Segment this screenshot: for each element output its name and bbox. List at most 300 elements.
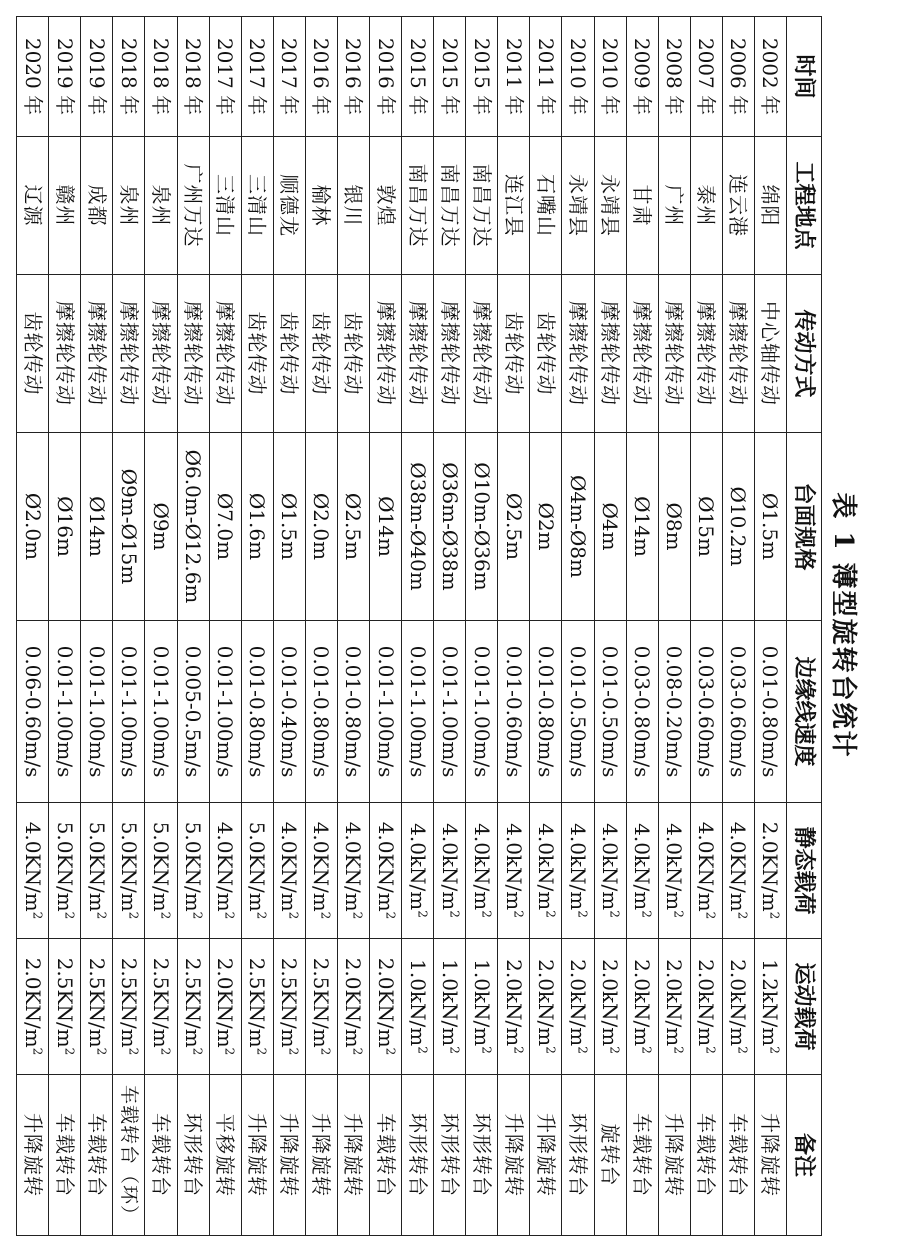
cell-drive-text: 齿轮传动 [341,311,366,396]
cell-dynamic-load [466,939,498,1075]
cell-speed [81,621,113,803]
cell-spec [177,433,209,621]
cell-time-text: 2011 年 [501,37,526,116]
cell-dynamic-load [209,939,241,1075]
cell-static-load [754,803,786,939]
cell-site [626,137,658,275]
table-row [113,17,145,1236]
cell-spec-text: Ø2.0m [20,492,45,561]
cell-drive-text: 摩擦轮传动 [598,301,623,406]
cell-drive-text: 摩擦轮传动 [437,301,462,406]
cell-dynamic-load-text: 2.0kN/m [726,959,751,1047]
cell-note [434,1075,466,1236]
cell-site [594,137,626,275]
unit-exponent: 2 [62,911,77,920]
cell-site-text: 广州万达 [181,163,206,248]
cell-dynamic-load [626,939,658,1075]
cell-time [626,17,658,137]
cell-time-text: 2015 年 [469,37,494,116]
cell-note [241,1075,273,1236]
table-row [562,17,594,1236]
cell-time-text: 2010 年 [598,37,623,116]
cell-time-text: 2008 年 [662,37,687,116]
cell-static-load-text: 5.0KN/m [116,821,141,912]
cell-site-text: 辽源 [20,184,45,227]
cell-note [690,1075,722,1236]
cell-note-text: 车载转台 [694,1113,719,1197]
cell-note-text: 车载转台 [52,1113,77,1197]
cell-dynamic-load [434,939,466,1075]
cell-speed [49,621,81,803]
cell-dynamic-load [81,939,113,1075]
cell-site-text: 成都 [84,184,109,227]
cell-speed [241,621,273,803]
cell-site-text: 南昌万达 [469,163,494,248]
unit-exponent: 2 [736,911,751,920]
cell-drive-text: 摩擦轮传动 [373,301,398,406]
cell-spec-text: Ø2.0m [309,492,334,561]
cell-spec-text: Ø36m-Ø38m [437,462,462,591]
cell-drive [722,275,754,433]
cell-site [466,137,498,275]
cell-speed [498,621,530,803]
cell-note-text: 车载转台 [630,1113,655,1197]
unit-exponent: 2 [511,910,526,918]
cell-spec-text: Ø14m [630,496,655,557]
cell-spec-text: Ø14m [84,496,109,557]
cell-spec [594,433,626,621]
cell-note-text: 升降旋转 [662,1113,687,1197]
cell-time-text: 2018 年 [148,37,173,116]
cell-dynamic-load-text: 2.0KN/m [373,957,398,1048]
cell-drive-text: 摩擦轮传动 [694,301,719,406]
cell-dynamic-load-text: 2.0kN/m [566,959,590,1047]
cell-spec [498,433,530,621]
cell-drive [530,275,562,433]
cell-speed-text: 0.03-0.60m/s [726,645,751,778]
cell-dynamic-load-text: 2.5KN/m [52,957,77,1048]
cell-speed [402,621,434,803]
cell-speed [434,621,466,803]
cell-spec-text: Ø1.6m [245,492,270,561]
cell-note [113,1075,145,1236]
cell-spec [722,433,754,621]
cell-dynamic-load-text: 1.2kN/m [758,959,783,1047]
cell-spec-text: Ø9m [148,502,173,551]
cell-time [337,17,369,137]
cell-speed [209,621,241,803]
header-static-load: 静态载荷 [787,803,822,939]
cell-drive-text: 摩擦轮传动 [405,301,430,406]
cell-speed-text: 0.01-1.00m/s [373,645,398,778]
cell-drive-text: 齿轮传动 [20,311,45,396]
cell-static-load-text: 4.0KN/m [694,821,719,912]
cell-drive-text: 摩擦轮传动 [116,301,141,406]
cell-static-load-text: 2.0KN/m [758,821,783,912]
cell-static-load-text: 4.0KN/m [341,821,366,912]
cell-drive-text: 摩擦轮传动 [662,301,687,406]
cell-drive [113,275,145,433]
cell-spec [402,433,434,621]
cell-spec-text: Ø9m-Ø15m [116,468,141,585]
cell-time [402,17,434,137]
cell-dynamic-load-text: 2.5KN/m [277,957,302,1048]
cell-site [402,137,434,275]
cell-speed [337,621,369,803]
cell-drive [17,275,49,433]
cell-dynamic-load [562,939,594,1075]
table-row [626,17,658,1236]
unit-exponent: 2 [543,1046,558,1054]
unit-exponent: 2 [30,911,45,920]
cell-spec [209,433,241,621]
cell-note [498,1075,530,1236]
unit-exponent: 2 [222,1047,237,1056]
cell-static-load [722,803,754,939]
cell-dynamic-load-text: 2.0kN/m [662,959,687,1047]
cell-note-text: 环形转台 [181,1113,206,1197]
cell-static-load [466,803,498,939]
unit-exponent: 2 [415,1046,430,1054]
cell-spec-text: Ø10m-Ø36m [469,462,494,591]
cell-drive [369,275,401,433]
cell-note [754,1075,786,1236]
cell-site-text: 敦煌 [373,184,398,227]
unit-exponent: 2 [190,1047,205,1056]
cell-time-text: 2002 年 [758,37,783,116]
cell-note-text: 车载转台 [148,1113,173,1197]
cell-drive [754,275,786,433]
cell-static-load [498,803,530,939]
unit-exponent: 2 [254,1047,269,1056]
cell-speed-text: 0.01-0.50m/s [598,645,623,778]
table-row [594,17,626,1236]
cell-time [722,17,754,137]
unit-exponent: 2 [415,910,430,918]
table-row [530,17,562,1236]
cell-spec [434,433,466,621]
cell-dynamic-load-text: 2.0kN/m [598,959,623,1047]
cell-drive [434,275,466,433]
cell-spec [145,433,177,621]
cell-site-text: 三清山 [213,174,238,237]
cell-site [145,137,177,275]
cell-speed-text: 0.03-0.80m/s [630,645,655,778]
cell-static-load [402,803,434,939]
unit-exponent: 2 [62,1047,77,1056]
cell-time-text: 2007 年 [694,37,719,116]
cell-site [530,137,562,275]
unit-exponent: 2 [671,910,686,918]
cell-site-text: 银川 [341,184,366,227]
cell-note [305,1075,337,1236]
cell-static-load [434,803,466,939]
cell-speed-text: 0.01-1.00m/s [52,645,77,778]
cell-spec [305,433,337,621]
cell-speed [754,621,786,803]
cell-static-load [305,803,337,939]
cell-speed-text: 0.01-1.00m/s [148,645,173,778]
cell-site-text: 连江县 [501,174,526,237]
cell-note-text: 升降旋转 [533,1113,558,1197]
cell-time [754,17,786,137]
unit-exponent: 2 [768,1046,783,1054]
cell-time [369,17,401,137]
cell-site [49,137,81,275]
cell-site [241,137,273,275]
unit-exponent: 2 [190,911,205,920]
cell-time-text: 2020 年 [20,37,45,116]
unit-exponent: 2 [768,911,783,920]
cell-dynamic-load-text: 2.5KN/m [116,957,141,1048]
unit-exponent: 2 [94,1047,109,1056]
unit-exponent: 2 [158,911,173,920]
cell-drive [498,275,530,433]
cell-dynamic-load-text: 2.0KN/m [341,957,366,1048]
cell-dynamic-load-text: 2.0kN/m [694,959,719,1047]
unit-exponent: 2 [254,911,269,920]
cell-drive [562,275,594,433]
cell-time [562,17,594,137]
cell-dynamic-load-text: 2.0kN/m [501,959,526,1047]
unit-exponent: 2 [479,910,494,918]
table-row [498,17,530,1236]
cell-dynamic-load-text: 2.5KN/m [309,957,334,1048]
cell-site [177,137,209,275]
table-row [145,17,177,1236]
cell-time-text: 2009 年 [630,37,655,116]
cell-drive-text: 摩擦轮传动 [566,301,590,406]
turntable-statistics-table [16,16,822,1236]
cell-spec [337,433,369,621]
cell-spec-text: Ø2.5m [501,492,526,561]
header-row [787,17,822,1236]
cell-dynamic-load [369,939,401,1075]
cell-site [113,137,145,275]
cell-time-text: 2015 年 [405,37,430,116]
cell-note [17,1075,49,1236]
cell-speed [466,621,498,803]
cell-drive-text: 齿轮传动 [277,311,302,396]
cell-drive-text: 中心轴传动 [758,301,783,406]
cell-dynamic-load-text: 2.0kN/m [533,959,558,1047]
cell-note [177,1075,209,1236]
cell-note-text: 升降旋转 [501,1113,526,1197]
cell-note-text: 升降旋转 [758,1113,783,1197]
unit-exponent: 2 [607,1046,622,1054]
cell-dynamic-load-text: 2.5KN/m [245,957,270,1048]
cell-time [241,17,273,137]
cell-spec-text: Ø4m [598,502,623,551]
cell-site-text: 绵阳 [758,184,783,227]
table-row [402,17,434,1236]
cell-static-load-text: 4.0kN/m [405,823,430,911]
cell-drive-text: 摩擦轮传动 [181,301,206,406]
cell-site [690,137,722,275]
cell-dynamic-load [722,939,754,1075]
cell-drive [49,275,81,433]
cell-spec [658,433,690,621]
cell-speed-text: 0.08-0.20m/s [662,645,687,778]
cell-site-text: 泉州 [116,184,141,227]
cell-static-load [530,803,562,939]
cell-spec [754,433,786,621]
cell-time [145,17,177,137]
cell-static-load [241,803,273,939]
cell-time-text: 2016 年 [309,37,334,116]
header-drive: 传动方式 [787,275,822,433]
cell-speed-text: 0.01-0.60m/s [501,645,526,778]
cell-drive [466,275,498,433]
unit-exponent: 2 [94,911,109,920]
cell-drive-text: 摩擦轮传动 [52,301,77,406]
cell-static-load [209,803,241,939]
cell-static-load-text: 4.0kN/m [630,823,655,911]
cell-note-text: 旋转台 [598,1123,623,1187]
cell-site [722,137,754,275]
cell-time [17,17,49,137]
cell-note [49,1075,81,1236]
cell-site [273,137,305,275]
cell-dynamic-load [177,939,209,1075]
cell-note-text: 环形转台 [437,1113,462,1197]
cell-spec-text: Ø38m-Ø40m [405,462,430,591]
cell-static-load-text: 4.0kN/m [469,823,494,911]
cell-time-text: 2019 年 [84,37,109,116]
cell-spec-text: Ø4m-Ø8m [566,475,590,578]
cell-drive [626,275,658,433]
cell-spec [241,433,273,621]
cell-note [594,1075,626,1236]
cell-time [81,17,113,137]
cell-time [49,17,81,137]
cell-speed-text: 0.01-1.00m/s [116,645,141,778]
cell-site [562,137,594,275]
unit-exponent: 2 [575,910,590,918]
cell-drive-text: 摩擦轮传动 [630,301,655,406]
cell-note-text: 升降旋转 [341,1113,366,1197]
cell-static-load-text: 4.0KN/m [277,821,302,912]
cell-time [658,17,690,137]
cell-static-load-text: 5.0KN/m [245,821,270,912]
cell-drive-text: 齿轮传动 [533,311,558,396]
cell-spec-text: Ø1.5m [758,492,783,561]
cell-dynamic-load-text: 2.0KN/m [20,957,45,1048]
cell-note [658,1075,690,1236]
cell-drive [81,275,113,433]
cell-note-text: 升降旋转 [309,1113,334,1197]
cell-dynamic-load-text: 1.0kN/m [469,959,494,1047]
cell-note-text: 车载转台 [373,1113,398,1197]
cell-drive [305,275,337,433]
table-row [369,17,401,1236]
cell-time-text: 2017 年 [245,37,270,116]
cell-spec-text: Ø1.5m [277,492,302,561]
cell-drive-text: 齿轮传动 [309,311,334,396]
cell-speed-text: 0.01-0.80m/s [533,645,558,778]
cell-site-text: 赣州 [52,184,77,227]
table-row [241,17,273,1236]
cell-speed [113,621,145,803]
cell-site-text: 连云港 [726,174,751,237]
cell-speed-text: 0.03-0.60m/s [694,645,719,778]
cell-note [273,1075,305,1236]
cell-time-text: 2017 年 [213,37,238,116]
unit-exponent: 2 [222,911,237,920]
cell-speed-text: 0.01-0.80m/s [341,645,366,778]
cell-dynamic-load [402,939,434,1075]
table-row [754,17,786,1236]
cell-drive-text: 摩擦轮传动 [84,301,109,406]
cell-time [594,17,626,137]
cell-speed [658,621,690,803]
cell-time [466,17,498,137]
cell-time-text: 2018 年 [181,37,206,116]
unit-exponent: 2 [126,1047,141,1056]
cell-site [337,137,369,275]
table-row [690,17,722,1236]
cell-static-load [594,803,626,939]
cell-spec [626,433,658,621]
cell-static-load-text: 5.0KN/m [52,821,77,912]
unit-exponent: 2 [703,1046,718,1054]
cell-note-text: 环形转台 [566,1113,590,1197]
cell-dynamic-load [241,939,273,1075]
cell-dynamic-load-text: 2.5KN/m [84,957,109,1048]
table-row [209,17,241,1236]
cell-speed-text: 0.01-0.50m/s [566,645,590,778]
cell-static-load [369,803,401,939]
cell-static-load [81,803,113,939]
cell-static-load [562,803,594,939]
unit-exponent: 2 [319,1047,334,1056]
cell-site-text: 永靖县 [566,174,590,237]
cell-drive [209,275,241,433]
cell-static-load-text: 4.0KN/m [309,821,334,912]
unit-exponent: 2 [447,910,462,918]
cell-drive [241,275,273,433]
cell-speed [305,621,337,803]
unit-exponent: 2 [158,1047,173,1056]
cell-site-text: 甘肃 [630,184,655,227]
cell-drive [145,275,177,433]
cell-time-text: 2018 年 [116,37,141,116]
table-row [466,17,498,1236]
cell-note [562,1075,594,1236]
cell-dynamic-load-text: 2.0kN/m [630,959,655,1047]
cell-note [145,1075,177,1236]
cell-site-text: 榆林 [309,184,334,227]
unit-exponent: 2 [543,910,558,918]
cell-site [17,137,49,275]
cell-time [209,17,241,137]
cell-static-load [177,803,209,939]
cell-site [498,137,530,275]
unit-exponent: 2 [703,911,718,920]
cell-spec-text: Ø7.0m [213,492,238,561]
cell-note-text: 车载转台（环） [117,1084,140,1225]
cell-dynamic-load-text: 1.0kN/m [405,959,430,1047]
cell-site-text: 南昌万达 [437,163,462,248]
cell-dynamic-load [658,939,690,1075]
cell-speed [690,621,722,803]
cell-drive-text: 摩擦轮传动 [469,301,494,406]
table-row [658,17,690,1236]
table-row [17,17,49,1236]
cell-static-load [337,803,369,939]
unit-exponent: 2 [639,1046,654,1054]
cell-dynamic-load-text: 1.0kN/m [437,959,462,1047]
